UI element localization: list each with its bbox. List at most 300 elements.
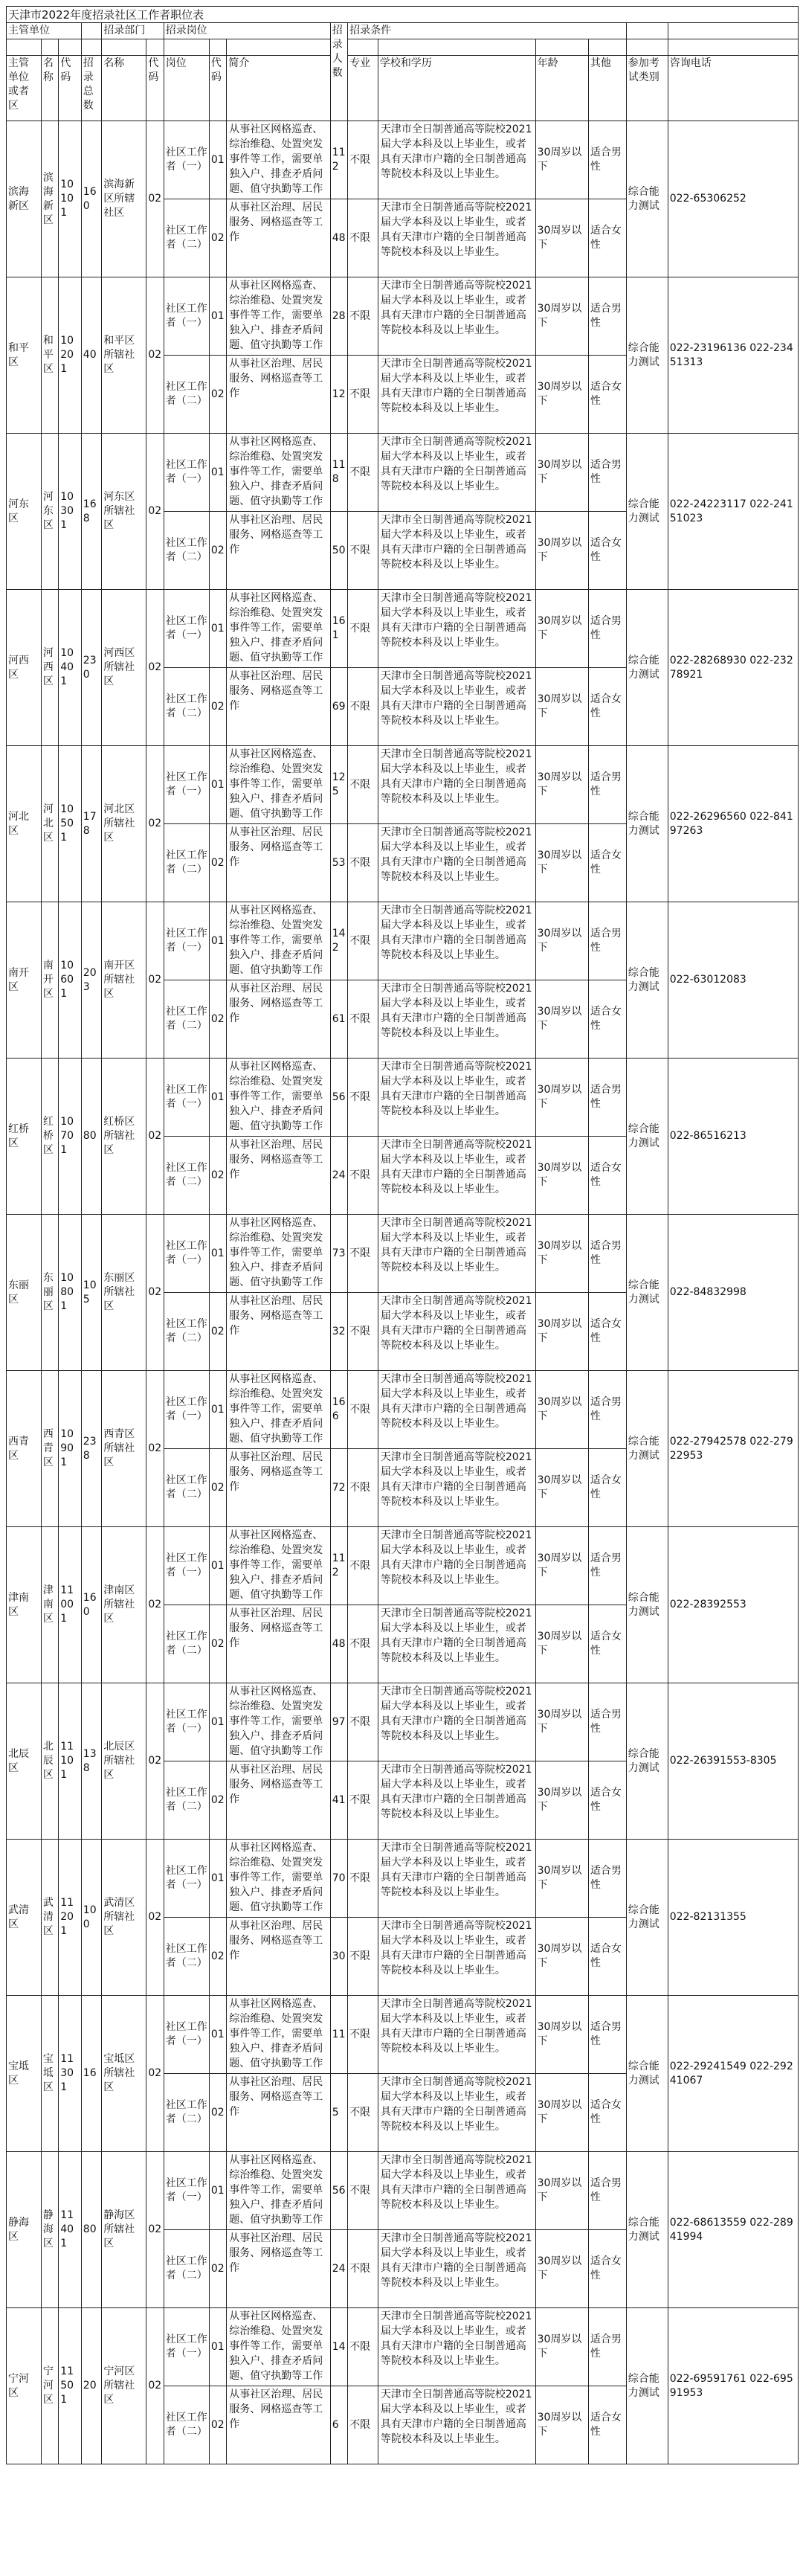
phone-cell: 022-82131355 [668, 1840, 798, 1996]
other-cell: 适合女性 [588, 1137, 626, 1215]
age-cell: 30周岁以下 [535, 1605, 588, 1683]
main-unit-cell: 东丽区 [7, 1215, 42, 1371]
major-cell: 不限 [348, 746, 378, 824]
edu-cell: 天津市全日制普通高等院校2021届大学本科及以上毕业生，或者具有天津市户籍的全日制普通高等院校本科及以上毕业生。 [378, 2074, 535, 2152]
header-blank [535, 39, 588, 56]
post-code-cell: 02 [209, 199, 226, 277]
header-row-2 [7, 39, 799, 56]
post-desc-cell: 从事社区网格巡查、综治维稳、处置突发事件等工作，需要单独入户、排查矛盾问题、值守执勤等工作 [227, 746, 331, 824]
post-name-cell: 社区工作者（一） [164, 2308, 209, 2386]
other-cell: 适合男性 [588, 746, 626, 824]
post-name-cell: 社区工作者（二） [164, 1761, 209, 1840]
post-name-cell: 社区工作者（二） [164, 356, 209, 434]
major-cell: 不限 [348, 1371, 378, 1449]
post-name-cell: 社区工作者（一） [164, 1683, 209, 1761]
age-cell: 30周岁以下 [535, 746, 588, 824]
age-cell: 30周岁以下 [535, 199, 588, 277]
district-name-cell: 北辰区 [41, 1683, 58, 1840]
edu-cell: 天津市全日制普通高等院校2021届大学本科及以上毕业生，或者具有天津市户籍的全日制普通高等院校本科及以上毕业生。 [378, 746, 535, 824]
header-other: 其他 [588, 56, 626, 121]
post-name-cell: 社区工作者（二） [164, 1449, 209, 1527]
dept-name-cell: 河北区所辖社区 [102, 746, 146, 902]
edu-cell: 天津市全日制普通高等院校2021届大学本科及以上毕业生，或者具有天津市户籍的全日制普通高等院校本科及以上毕业生。 [378, 1605, 535, 1683]
post-count-cell: 48 [330, 199, 347, 277]
dept-name-cell: 静海区所辖社区 [102, 2152, 146, 2308]
post-count-cell: 24 [330, 1137, 347, 1215]
edu-cell: 天津市全日制普通高等院校2021届大学本科及以上毕业生，或者具有天津市户籍的全日制普通高等院校本科及以上毕业生。 [378, 980, 535, 1059]
post-code-cell: 02 [209, 980, 226, 1059]
post-count-cell: 70 [330, 1840, 347, 1918]
age-cell: 30周岁以下 [535, 512, 588, 590]
post-name-cell: 社区工作者（二） [164, 2074, 209, 2152]
edu-cell: 天津市全日制普通高等院校2021届大学本科及以上毕业生，或者具有天津市户籍的全日制普通高等院校本科及以上毕业生。 [378, 1059, 535, 1137]
post-desc-cell: 从事社区网格巡查、综治维稳、处置突发事件等工作，需要单独入户、排查矛盾问题、值守执勤等工作 [227, 2308, 331, 2386]
major-cell: 不限 [348, 980, 378, 1059]
major-cell: 不限 [348, 1918, 378, 1996]
dept-code-cell: 02 [146, 1215, 164, 1371]
post-code-cell: 02 [209, 2074, 226, 2152]
header-post-group: 招录岗位 [164, 23, 330, 39]
edu-cell: 天津市全日制普通高等院校2021届大学本科及以上毕业生，或者具有天津市户籍的全日制普通高等院校本科及以上毕业生。 [378, 2308, 535, 2386]
total-count-cell: 80 [81, 2152, 101, 2308]
major-cell: 不限 [348, 277, 378, 356]
exam-cell: 综合能力测试 [626, 121, 668, 277]
total-count-cell: 138 [81, 1683, 101, 1840]
post-code-cell: 01 [209, 1683, 226, 1761]
dept-code-cell: 02 [146, 1059, 164, 1215]
post-count-cell: 12 [330, 356, 347, 434]
post-code-cell: 02 [209, 1449, 226, 1527]
other-cell: 适合男性 [588, 121, 626, 199]
header-blank [626, 23, 668, 39]
phone-cell: 022-84832998 [668, 1215, 798, 1371]
dept-code-cell: 02 [146, 902, 164, 1059]
post-count-cell: 61 [330, 980, 347, 1059]
post-code-cell: 01 [209, 746, 226, 824]
dept-name-cell: 河东区所辖社区 [102, 434, 146, 590]
edu-cell: 天津市全日制普通高等院校2021届大学本科及以上毕业生，或者具有天津市户籍的全日制普通高等院校本科及以上毕业生。 [378, 1137, 535, 1215]
header-dept-name: 名称 [102, 56, 146, 121]
post-code-cell: 01 [209, 434, 226, 512]
major-cell: 不限 [348, 1761, 378, 1840]
major-cell: 不限 [348, 1215, 378, 1293]
header-blank [348, 39, 378, 56]
post-code-cell: 01 [209, 2152, 226, 2230]
post-desc-cell: 从事社区网格巡查、综治维稳、处置突发事件等工作，需要单独入户、排查矛盾问题、值守执勤等工作 [227, 277, 331, 356]
edu-cell: 天津市全日制普通高等院校2021届大学本科及以上毕业生，或者具有天津市户籍的全日制普通高等院校本科及以上毕业生。 [378, 512, 535, 590]
edu-cell: 天津市全日制普通高等院校2021届大学本科及以上毕业生，或者具有天津市户籍的全日制普通高等院校本科及以上毕业生。 [378, 1996, 535, 2074]
age-cell: 30周岁以下 [535, 2386, 588, 2464]
edu-cell: 天津市全日制普通高等院校2021届大学本科及以上毕业生，或者具有天津市户籍的全日制普通高等院校本科及以上毕业生。 [378, 1215, 535, 1293]
post-code-cell: 01 [209, 1996, 226, 2074]
header-blank [588, 39, 626, 56]
main-unit-cell: 西青区 [7, 1371, 42, 1527]
post-desc-cell: 从事社区治理、居民服务、网格巡查等工作 [227, 980, 331, 1059]
post-count-cell: 112 [330, 1527, 347, 1605]
post-desc-cell: 从事社区网格巡查、综治维稳、处置突发事件等工作，需要单独入户、排查矛盾问题、值守执勤等工作 [227, 1215, 331, 1293]
post-name-cell: 社区工作者（二） [164, 512, 209, 590]
edu-cell: 天津市全日制普通高等院校2021届大学本科及以上毕业生，或者具有天津市户籍的全日制普通高等院校本科及以上毕业生。 [378, 2230, 535, 2308]
exam-cell: 综合能力测试 [626, 1683, 668, 1840]
district-code-cell: 10501 [59, 746, 82, 902]
post-desc-cell: 从事社区治理、居民服务、网格巡查等工作 [227, 2230, 331, 2308]
post-desc-cell: 从事社区治理、居民服务、网格巡查等工作 [227, 512, 331, 590]
dept-name-cell: 和平区所辖社区 [102, 277, 146, 434]
district-name-cell: 河西区 [41, 590, 58, 746]
main-unit-cell: 宁河区 [7, 2308, 42, 2464]
phone-cell: 022-24223117 022-24151023 [668, 434, 798, 590]
total-count-cell: 20 [81, 2308, 101, 2464]
major-cell: 不限 [348, 434, 378, 512]
post-name-cell: 社区工作者（一） [164, 1527, 209, 1605]
post-desc-cell: 从事社区治理、居民服务、网格巡查等工作 [227, 356, 331, 434]
exam-cell: 综合能力测试 [626, 590, 668, 746]
district-name-cell: 河北区 [41, 746, 58, 902]
post-count-cell: 72 [330, 1449, 347, 1527]
post-name-cell: 社区工作者（二） [164, 2386, 209, 2464]
age-cell: 30周岁以下 [535, 590, 588, 668]
exam-cell: 综合能力测试 [626, 746, 668, 902]
age-cell: 30周岁以下 [535, 1293, 588, 1371]
district-code-cell: 10601 [59, 902, 82, 1059]
age-cell: 30周岁以下 [535, 980, 588, 1059]
post-name-cell: 社区工作者（一） [164, 1371, 209, 1449]
header-blank [7, 39, 42, 56]
post-count-cell: 6 [330, 2386, 347, 2464]
total-count-cell: 168 [81, 434, 101, 590]
age-cell: 30周岁以下 [535, 1449, 588, 1527]
post-name-cell: 社区工作者（二） [164, 2230, 209, 2308]
post-code-cell: 01 [209, 590, 226, 668]
post-desc-cell: 从事社区网格巡查、综治维稳、处置突发事件等工作，需要单独入户、排查矛盾问题、值守执勤等工作 [227, 1059, 331, 1137]
other-cell: 适合女性 [588, 1293, 626, 1371]
table-row [7, 902, 799, 980]
edu-cell: 天津市全日制普通高等院校2021届大学本科及以上毕业生，或者具有天津市户籍的全日制普通高等院校本科及以上毕业生。 [378, 668, 535, 746]
header-blank [164, 39, 209, 56]
header-post: 岗位 [164, 56, 209, 121]
major-cell: 不限 [348, 512, 378, 590]
other-cell: 适合女性 [588, 1761, 626, 1840]
district-name-cell: 南开区 [41, 902, 58, 1059]
dept-name-cell: 津南区所辖社区 [102, 1527, 146, 1683]
table-row [7, 1527, 799, 1605]
district-name-cell: 和平区 [41, 277, 58, 434]
other-cell: 适合男性 [588, 902, 626, 980]
post-code-cell: 01 [209, 277, 226, 356]
dept-name-cell: 东丽区所辖社区 [102, 1215, 146, 1371]
main-unit-cell: 北辰区 [7, 1683, 42, 1840]
edu-cell: 天津市全日制普通高等院校2021届大学本科及以上毕业生，或者具有天津市户籍的全日制普通高等院校本科及以上毕业生。 [378, 2386, 535, 2464]
main-unit-cell: 河北区 [7, 746, 42, 902]
other-cell: 适合男性 [588, 1371, 626, 1449]
other-cell: 适合男性 [588, 2308, 626, 2386]
age-cell: 30周岁以下 [535, 902, 588, 980]
post-name-cell: 社区工作者（一） [164, 746, 209, 824]
header-blank [209, 39, 226, 56]
edu-cell: 天津市全日制普通高等院校2021届大学本科及以上毕业生，或者具有天津市户籍的全日制普通高等院校本科及以上毕业生。 [378, 1761, 535, 1840]
post-code-cell: 02 [209, 1918, 226, 1996]
post-count-cell: 30 [330, 1918, 347, 1996]
header-blank [81, 23, 101, 39]
post-name-cell: 社区工作者（二） [164, 980, 209, 1059]
major-cell: 不限 [348, 2386, 378, 2464]
post-desc-cell: 从事社区网格巡查、综治维稳、处置突发事件等工作，需要单独入户、排查矛盾问题、值守执勤等工作 [227, 1840, 331, 1918]
header-blank [668, 39, 798, 56]
age-cell: 30周岁以下 [535, 1683, 588, 1761]
exam-cell: 综合能力测试 [626, 277, 668, 434]
main-unit-cell: 河西区 [7, 590, 42, 746]
total-count-cell: 80 [81, 1059, 101, 1215]
header-exam: 参加考试类别 [626, 56, 668, 121]
header-intro: 简介 [227, 56, 331, 121]
age-cell: 30周岁以下 [535, 1527, 588, 1605]
header-dept-group: 招录部门 [102, 23, 164, 39]
post-count-cell: 166 [330, 1371, 347, 1449]
main-unit-cell: 和平区 [7, 277, 42, 434]
header-edu: 学校和学历 [378, 56, 535, 121]
phone-cell: 022-63012083 [668, 902, 798, 1059]
job-table [6, 22, 799, 2464]
post-desc-cell: 从事社区治理、居民服务、网格巡查等工作 [227, 199, 331, 277]
phone-cell: 022-28268930 022-23278921 [668, 590, 798, 746]
age-cell: 30周岁以下 [535, 1215, 588, 1293]
major-cell: 不限 [348, 1137, 378, 1215]
header-cond-group: 招录条件 [348, 23, 627, 39]
other-cell: 适合女性 [588, 668, 626, 746]
header-blank [59, 39, 82, 56]
table-row [7, 2308, 799, 2386]
other-cell: 适合女性 [588, 824, 626, 902]
post-code-cell: 01 [209, 1371, 226, 1449]
main-unit-cell: 南开区 [7, 902, 42, 1059]
major-cell: 不限 [348, 1996, 378, 2074]
other-cell: 适合女性 [588, 2230, 626, 2308]
post-count-cell: 11 [330, 1996, 347, 2074]
edu-cell: 天津市全日制普通高等院校2021届大学本科及以上毕业生，或者具有天津市户籍的全日制普通高等院校本科及以上毕业生。 [378, 1683, 535, 1761]
other-cell: 适合女性 [588, 1605, 626, 1683]
post-desc-cell: 从事社区网格巡查、综治维稳、处置突发事件等工作，需要单独入户、排查矛盾问题、值守执勤等工作 [227, 121, 331, 199]
post-count-cell: 50 [330, 512, 347, 590]
post-name-cell: 社区工作者（一） [164, 1840, 209, 1918]
major-cell: 不限 [348, 1293, 378, 1371]
post-name-cell: 社区工作者（二） [164, 199, 209, 277]
district-name-cell: 静海区 [41, 2152, 58, 2308]
edu-cell: 天津市全日制普通高等院校2021届大学本科及以上毕业生，或者具有天津市户籍的全日制普通高等院校本科及以上毕业生。 [378, 590, 535, 668]
header-row-3 [7, 56, 799, 121]
major-cell: 不限 [348, 2074, 378, 2152]
post-desc-cell: 从事社区网格巡查、综治维稳、处置突发事件等工作，需要单独入户、排查矛盾问题、值守执勤等工作 [227, 434, 331, 512]
total-count-cell: 203 [81, 902, 101, 1059]
post-desc-cell: 从事社区网格巡查、综治维稳、处置突发事件等工作，需要单独入户、排查矛盾问题、值守执勤等工作 [227, 1683, 331, 1761]
dept-code-cell: 02 [146, 434, 164, 590]
district-name-cell: 河东区 [41, 434, 58, 590]
post-code-cell: 02 [209, 824, 226, 902]
edu-cell: 天津市全日制普通高等院校2021届大学本科及以上毕业生，或者具有天津市户籍的全日制普通高等院校本科及以上毕业生。 [378, 1918, 535, 1996]
post-count-cell: 24 [330, 2230, 347, 2308]
header-blank [102, 39, 146, 56]
dept-name-cell: 武清区所辖社区 [102, 1840, 146, 1996]
age-cell: 30周岁以下 [535, 121, 588, 199]
other-cell: 适合男性 [588, 1527, 626, 1605]
exam-cell: 综合能力测试 [626, 1371, 668, 1527]
phone-cell: 022-69591761 022-69591953 [668, 2308, 798, 2464]
major-cell: 不限 [348, 1840, 378, 1918]
post-name-cell: 社区工作者（一） [164, 277, 209, 356]
post-name-cell: 社区工作者（一） [164, 121, 209, 199]
dept-code-cell: 02 [146, 2152, 164, 2308]
major-cell: 不限 [348, 590, 378, 668]
major-cell: 不限 [348, 2152, 378, 2230]
post-desc-cell: 从事社区网格巡查、综治维稳、处置突发事件等工作，需要单独入户、排查矛盾问题、值守执勤等工作 [227, 1996, 331, 2074]
other-cell: 适合女性 [588, 2074, 626, 2152]
post-count-cell: 97 [330, 1683, 347, 1761]
exam-cell: 综合能力测试 [626, 1996, 668, 2152]
post-desc-cell: 从事社区治理、居民服务、网格巡查等工作 [227, 1449, 331, 1527]
post-desc-cell: 从事社区网格巡查、综治维稳、处置突发事件等工作，需要单独入户、排查矛盾问题、值守执勤等工作 [227, 1371, 331, 1449]
post-code-cell: 02 [209, 1293, 226, 1371]
table-row [7, 590, 799, 668]
major-cell: 不限 [348, 668, 378, 746]
table-row [7, 121, 799, 199]
dept-code-cell: 02 [146, 1683, 164, 1840]
post-name-cell: 社区工作者（一） [164, 902, 209, 980]
post-count-cell: 56 [330, 2152, 347, 2230]
dept-name-cell: 北辰区所辖社区 [102, 1683, 146, 1840]
district-code-cell: 11501 [59, 2308, 82, 2464]
dept-code-cell: 02 [146, 277, 164, 434]
district-code-cell: 10301 [59, 434, 82, 590]
district-name-cell: 津南区 [41, 1527, 58, 1683]
post-count-cell: 161 [330, 590, 347, 668]
major-cell: 不限 [348, 1683, 378, 1761]
phone-cell: 022-65306252 [668, 121, 798, 277]
header-blank [41, 39, 58, 56]
major-cell: 不限 [348, 1449, 378, 1527]
main-unit-cell: 红桥区 [7, 1059, 42, 1215]
edu-cell: 天津市全日制普通高等院校2021届大学本科及以上毕业生，或者具有天津市户籍的全日制普通高等院校本科及以上毕业生。 [378, 277, 535, 356]
other-cell: 适合女性 [588, 1449, 626, 1527]
header-row-1 [7, 23, 799, 39]
age-cell: 30周岁以下 [535, 2074, 588, 2152]
phone-cell: 022-23196136 022-23451313 [668, 277, 798, 434]
age-cell: 30周岁以下 [535, 1137, 588, 1215]
dept-code-cell: 02 [146, 1371, 164, 1527]
header-main-code: 代码 [59, 56, 82, 121]
edu-cell: 天津市全日制普通高等院校2021届大学本科及以上毕业生，或者具有天津市户籍的全日制普通高等院校本科及以上毕业生。 [378, 199, 535, 277]
table-row [7, 746, 799, 824]
edu-cell: 天津市全日制普通高等院校2021届大学本科及以上毕业生，或者具有天津市户籍的全日制普通高等院校本科及以上毕业生。 [378, 1527, 535, 1605]
post-code-cell: 02 [209, 1137, 226, 1215]
post-code-cell: 01 [209, 1059, 226, 1137]
age-cell: 30周岁以下 [535, 2308, 588, 2386]
header-count: 招录人数 [330, 23, 347, 121]
header-blank [227, 39, 331, 56]
edu-cell: 天津市全日制普通高等院校2021届大学本科及以上毕业生，或者具有天津市户籍的全日制普通高等院校本科及以上毕业生。 [378, 1840, 535, 1918]
header-main-name: 主管单位或者区 [7, 56, 42, 121]
district-name-cell: 西青区 [41, 1371, 58, 1527]
table-title: 天津市2022年度招录社区工作者职位表 [6, 6, 799, 22]
post-code-cell: 01 [209, 1840, 226, 1918]
exam-cell: 综合能力测试 [626, 1840, 668, 1996]
other-cell: 适合女性 [588, 199, 626, 277]
main-unit-cell: 河东区 [7, 434, 42, 590]
edu-cell: 天津市全日制普通高等院校2021届大学本科及以上毕业生，或者具有天津市户籍的全日制普通高等院校本科及以上毕业生。 [378, 356, 535, 434]
post-desc-cell: 从事社区治理、居民服务、网格巡查等工作 [227, 824, 331, 902]
job-table-page [6, 6, 799, 2464]
district-name-cell: 红桥区 [41, 1059, 58, 1215]
district-code-cell: 10201 [59, 277, 82, 434]
table-row [7, 1371, 799, 1449]
post-name-cell: 社区工作者（一） [164, 1996, 209, 2074]
post-desc-cell: 从事社区治理、居民服务、网格巡查等工作 [227, 1918, 331, 1996]
post-name-cell: 社区工作者（二） [164, 1605, 209, 1683]
major-cell: 不限 [348, 2230, 378, 2308]
header-post-code: 代码 [209, 56, 226, 121]
other-cell: 适合男性 [588, 277, 626, 356]
table-row [7, 277, 799, 356]
post-count-cell: 28 [330, 277, 347, 356]
phone-cell: 022-29241549 022-29241067 [668, 1996, 798, 2152]
major-cell: 不限 [348, 824, 378, 902]
edu-cell: 天津市全日制普通高等院校2021届大学本科及以上毕业生，或者具有天津市户籍的全日制普通高等院校本科及以上毕业生。 [378, 121, 535, 199]
age-cell: 30周岁以下 [535, 434, 588, 512]
total-count-cell: 178 [81, 746, 101, 902]
post-count-cell: 41 [330, 1761, 347, 1840]
total-count-cell: 238 [81, 1371, 101, 1527]
major-cell: 不限 [348, 1527, 378, 1605]
district-name-cell: 武清区 [41, 1840, 58, 1996]
age-cell: 30周岁以下 [535, 1918, 588, 1996]
major-cell: 不限 [348, 2308, 378, 2386]
table-row [7, 434, 799, 512]
exam-cell: 综合能力测试 [626, 902, 668, 1059]
post-code-cell: 01 [209, 1527, 226, 1605]
header-phone: 咨询电话 [668, 56, 798, 121]
dept-name-cell: 河西区所辖社区 [102, 590, 146, 746]
total-count-cell: 100 [81, 1840, 101, 1996]
table-row [7, 1215, 799, 1293]
other-cell: 适合女性 [588, 1918, 626, 1996]
post-name-cell: 社区工作者（一） [164, 590, 209, 668]
dept-name-cell: 宁河区所辖社区 [102, 2308, 146, 2464]
exam-cell: 综合能力测试 [626, 2152, 668, 2308]
header-major: 专业 [348, 56, 378, 121]
post-code-cell: 02 [209, 668, 226, 746]
other-cell: 适合男性 [588, 590, 626, 668]
district-code-cell: 11401 [59, 2152, 82, 2308]
dept-name-cell: 滨海新区所辖社区 [102, 121, 146, 277]
phone-cell: 022-26391553-8305 [668, 1683, 798, 1840]
age-cell: 30周岁以下 [535, 1996, 588, 2074]
district-code-cell: 10401 [59, 590, 82, 746]
total-count-cell: 160 [81, 121, 101, 277]
edu-cell: 天津市全日制普通高等院校2021届大学本科及以上毕业生，或者具有天津市户籍的全日制普通高等院校本科及以上毕业生。 [378, 2152, 535, 2230]
post-desc-cell: 从事社区网格巡查、综治维稳、处置突发事件等工作，需要单独入户、排查矛盾问题、值守执勤等工作 [227, 902, 331, 980]
major-cell: 不限 [348, 1605, 378, 1683]
district-code-cell: 11301 [59, 1996, 82, 2152]
exam-cell: 综合能力测试 [626, 1527, 668, 1683]
post-count-cell: 56 [330, 1059, 347, 1137]
total-count-cell: 105 [81, 1215, 101, 1371]
district-name-cell: 滨海新区 [41, 121, 58, 277]
post-desc-cell: 从事社区治理、居民服务、网格巡查等工作 [227, 668, 331, 746]
post-code-cell: 02 [209, 2230, 226, 2308]
dept-name-cell: 红桥区所辖社区 [102, 1059, 146, 1215]
post-desc-cell: 从事社区网格巡查、综治维稳、处置突发事件等工作，需要单独入户、排查矛盾问题、值守执勤等工作 [227, 590, 331, 668]
header-main-unit: 主管单位 [7, 23, 82, 39]
major-cell: 不限 [348, 356, 378, 434]
table-row [7, 1683, 799, 1761]
